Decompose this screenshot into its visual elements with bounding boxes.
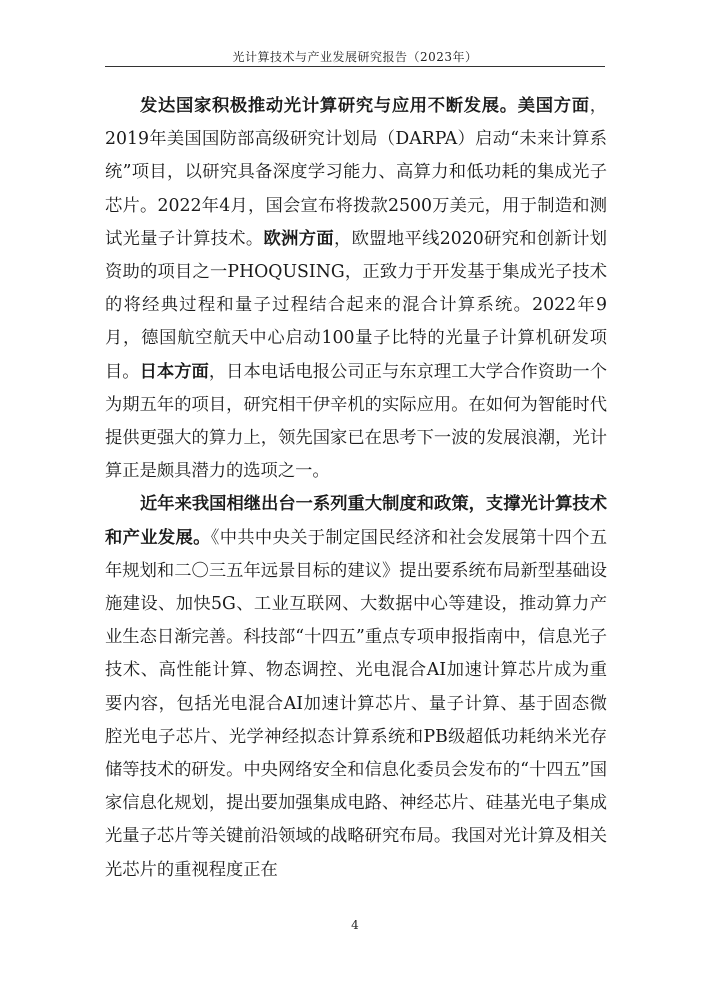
heading-developed-countries: 发达国家积极推动光计算研究与应用不断发展。 <box>140 96 518 116</box>
heading-china-policy: 近年来我国相继出台一系列重大制度和政策，支撑光计算技术和产业发展。 <box>105 494 607 548</box>
label-usa: 美国方面 <box>517 96 590 116</box>
page-header: 光计算技术与产业发展研究报告（2023年） <box>232 50 478 64</box>
text-china-policy: 《中共中央关于制定国民经济和社会发展第十四个五年规划和二〇三五年远景目标的建议》提出要系统布局新型基础设施建设、加快5G、工业互联网、大数据中心等建设，推动算力产业生态日渐完善。科技部“十四五”重点专项申报指南中，信息光子技术、高性能计算、物态调控、光电混合AI加速计算芯片成为重要内容，包括光电混合AI加速计算芯片、量子计算、基于固态微腔光电子芯片、光学神经拟态计算系统和PB级超低功耗纳米光存储等技术的研发。中央网络安全和信息化委员会发布的“十四五”国家信息化规划，提出要加强集成电路、神经芯片、硅基光电子集成光量子芯片等关键前沿领域的战略研究布局。我国对光计算及相关光芯片的重视程度正在 <box>105 527 607 880</box>
document-body <box>105 90 607 887</box>
text-europe: ，欧盟地平线2020研究和创新计划资助的项目之一PHOQUSING，正致力于开发基于集成光子技术的将经典过程和量子过程结合起来的混合计算系统。2022年9月，德国航空航天中心启动100量子比特的光量子计算机研发项目。 <box>105 228 607 382</box>
paragraph-developed-countries <box>105 90 607 488</box>
page-number: 4 <box>351 918 359 932</box>
paragraph-china-policy <box>105 488 607 886</box>
label-japan: 日本方面 <box>139 361 209 382</box>
header-divider <box>105 66 605 67</box>
label-europe: 欧洲方面 <box>263 228 335 249</box>
text-japan: ，日本电话电报公司正与东京理工大学合作资助一个为期五年的项目，研究相干伊辛机的实际应用。在如何为智能时代提供更强大的算力上，领先国家已在思考下一波的发展浪潮，光计算正是颇具潜力的选项之一。 <box>105 361 607 482</box>
text-usa: ，2019年美国国防部高级研究计划局（DARPA）启动“未来计算系统”项目，以研究具备深度学习能力、高算力和低功耗的集成光子芯片。2022年4月，国会宣布将拨款2500万美元，用于制造和测试光量子计算技术。 <box>105 96 607 249</box>
